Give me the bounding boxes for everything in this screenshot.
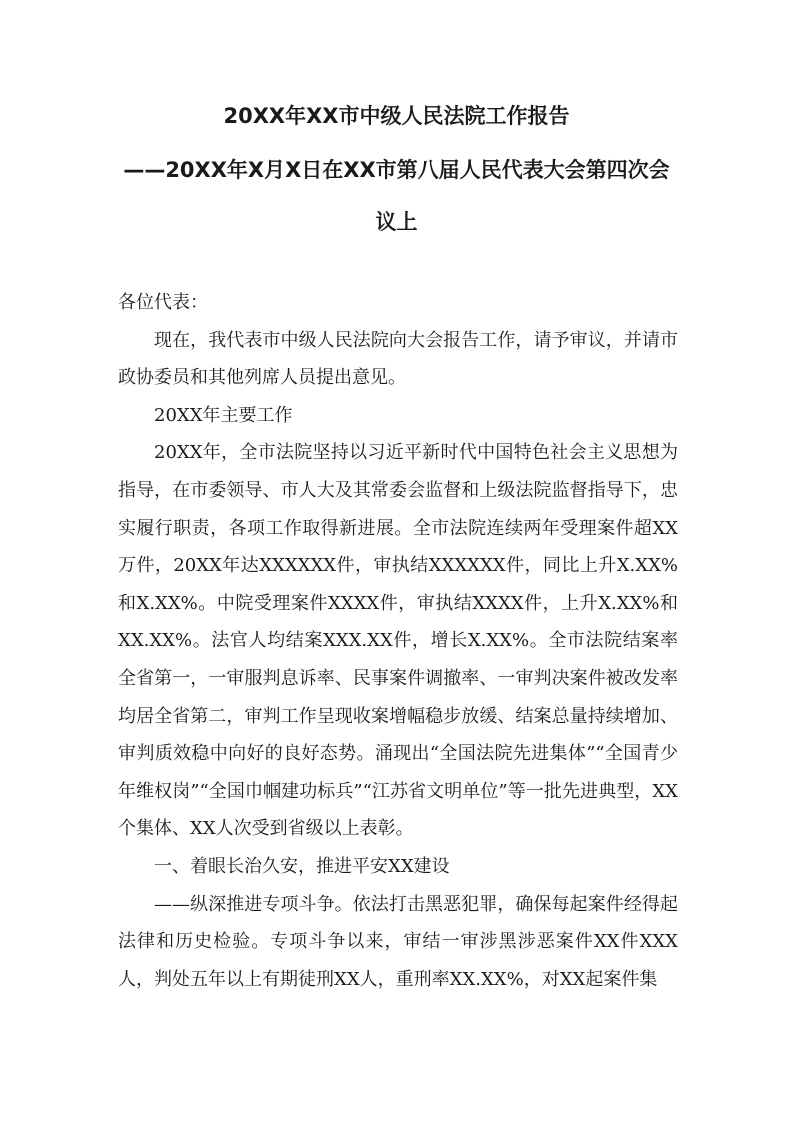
intro-paragraph: 现在，我代表市中级人民法院向大会报告工作，请予审议，并请市政协委员和其他列席人员提出意见。 — [118, 329, 678, 389]
report-subtitle: ——20XX年X月X日在XX市第八届人民代表大会第四次会 — [123, 158, 670, 182]
summary-paragraph: 20XX年，全市法院坚持以习近平新时代中国特色社会主义思想为指导，在市委领导、市人大及其常委会监督和上级法院监督指导下，忠实履行职责，各项工作取得新进展。全市法院连续两年受理案件超XX万件，20XX年达XXXXXX件，审执结XXXXXX件，同比上升X.XX%和X.XX%。中院受理案件XXXX件，审执结XXXX件，上升X.XX%和XX.XX%。法官人均结案XXX.XX件，增长X.XX%。全市法院结案率全省第一，一审服判息诉率、民事案件调撤率、一审判决案件被改发率均居全省第二，审判工作呈现收案增幅稳步放缓、结案总量持续增加、审判质效稳中向好的良好态势。涌现出“全国法院先进集体”“全国青少年维权岗”“全国巾帼建功标兵”“江苏省文明单位”等一批先进典型，XX个集体、XX人次受到省级以上表彰。 — [118, 442, 678, 840]
salutation: 各位代表： — [118, 292, 208, 313]
section-heading-main-work: 20XX年主要工作 — [154, 404, 293, 426]
report-title: 20XX年XX市中级人民法院工作报告 — [223, 104, 570, 128]
special-campaign-paragraph: ——纵深推进专项斗争。依法打击黑恶犯罪，确保每起案件经得起法律和历史检验。专项斗争以来，审结一审涉黑涉恶案件XX件XXX人，判处五年以上有期徒刑XX人，重刑率XX.XX%，对XX起案件集 — [118, 893, 678, 990]
report-body — [118, 284, 678, 998]
report-subtitle-continued: 议上 — [375, 210, 418, 234]
section-heading-safety: 一、着眼长治久安，推进平安XX建设 — [154, 855, 450, 877]
